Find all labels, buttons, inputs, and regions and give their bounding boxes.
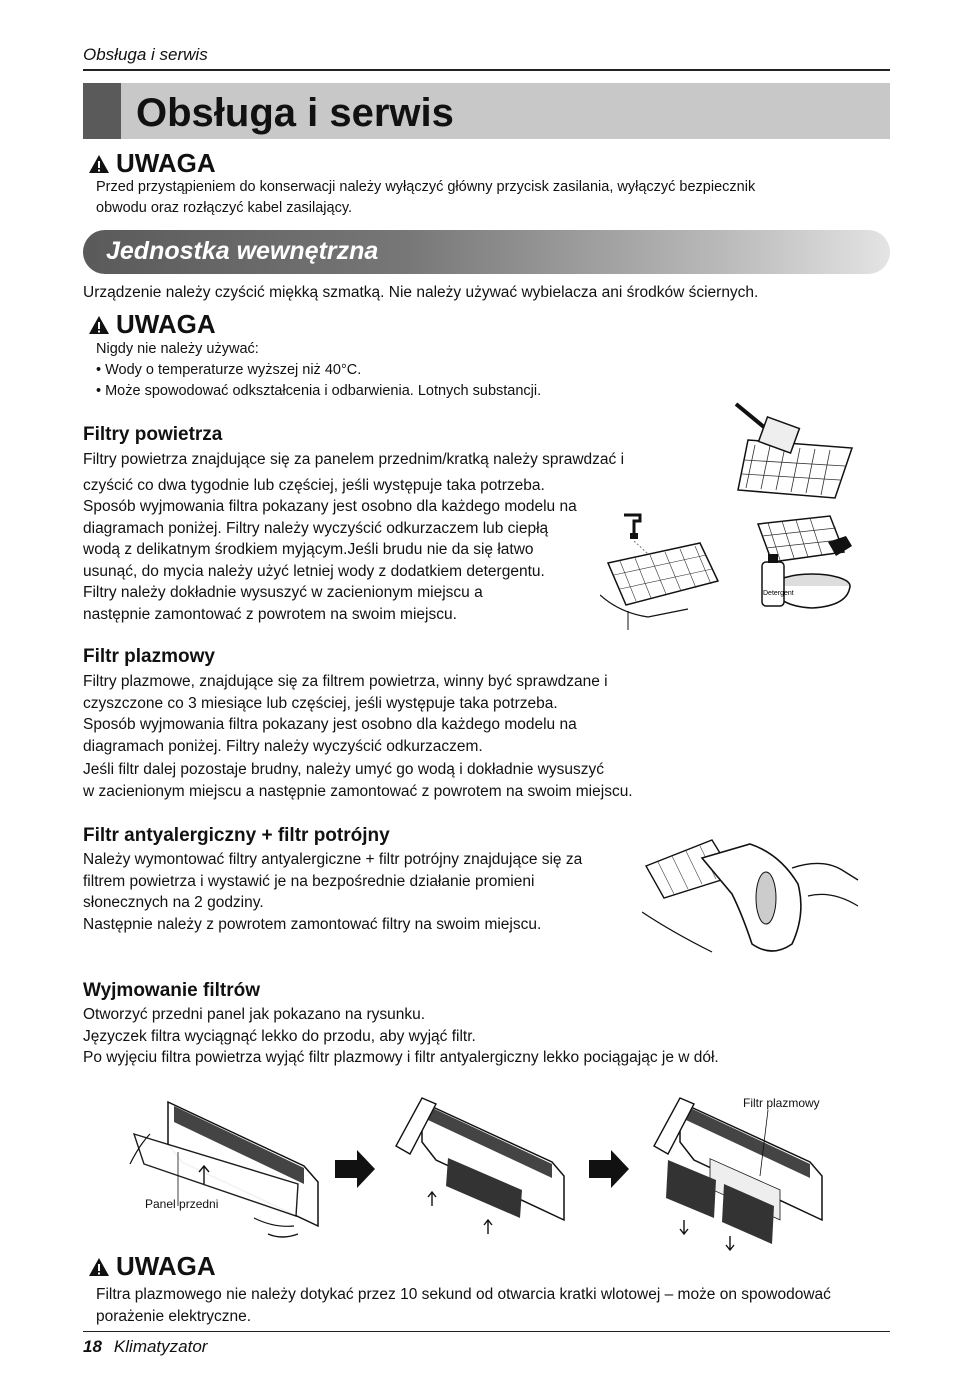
paragraph-line: Sposób wyjmowania filtra pokazany jest osobno dla każdego modelu na xyxy=(83,716,577,733)
header-rule xyxy=(83,69,890,71)
page-title: Obsługa i serwis xyxy=(136,91,454,135)
plasma-filter-text xyxy=(83,671,883,802)
paragraph-line: usunąć, do mycia należy użyć letniej wody z dodatkiem detergentu. xyxy=(83,562,545,580)
step1-open-panel-illustration xyxy=(128,1094,328,1244)
arrow-right-icon xyxy=(335,1148,377,1190)
caution-text-line: obwodu oraz rozłączyć kabel zasilający. xyxy=(96,200,353,216)
caution-label: UWAGA xyxy=(116,309,216,339)
paragraph-line: Filtry należy dokładnie wysuszyć w zacienionym miejscu a xyxy=(83,584,483,601)
intro-text: Urządzenie należy czyścić miękką szmatką. Nie należy używać wybielacza ani środków ściernych. xyxy=(83,284,759,301)
footer xyxy=(83,1337,207,1357)
allergy-filter-text xyxy=(83,849,643,935)
caution-label: UWAGA xyxy=(116,148,216,178)
paragraph-line: Po wyjęciu filtra powietrza wyjąć filtr plazmowy i filtr antyalergiczny lekko pociągając je w dół. xyxy=(83,1049,719,1066)
paragraph-line: diagramach poniżej. Filtry należy wyczyścić odkurzaczem lub ciepłą xyxy=(83,519,549,537)
paragraph-line: Filtry plazmowe, znajdujące się za filtrem powietrza, winny być sprawdzane i xyxy=(83,673,608,690)
caution-heading-2 xyxy=(88,309,216,340)
rinse-filter-illustration xyxy=(600,503,740,631)
paragraph-line: Sposób wyjmowania filtra pokazany jest osobno dla każdego modelu na xyxy=(83,498,577,515)
paragraph-line: słonecznych na 2 godziny. xyxy=(83,894,264,911)
paragraph-line: wodą z delikatnym środkiem myjącym.Jeśli brudu nie da się łatwo xyxy=(83,541,534,558)
caution-text-3 xyxy=(96,1284,831,1327)
paragraph-line: diagramach poniżej. Filtry należy wyczyścić odkurzaczem. xyxy=(83,737,483,755)
detergent-wash-illustration xyxy=(748,512,858,610)
page-number: 18 xyxy=(83,1337,102,1356)
caution-heading-1 xyxy=(88,148,216,179)
allergy-filter-heading: Filtr antyalergiczny + filtr potrójny xyxy=(83,825,390,846)
paragraph-line: czyszczone co 3 miesiące lub częściej, jeśli występuje taka potrzeba. xyxy=(83,694,558,712)
paragraph-line: Filtry powietrza znajdujące się za panelem przednim/kratką należy sprawdzać i xyxy=(83,451,625,468)
paragraph-line: Języczek filtra wyciągnąć lekko do przodu, aby wyjąć filtr. xyxy=(83,1027,476,1045)
warning-icon xyxy=(88,1257,110,1277)
plasma-filter-heading: Filtr plazmowy xyxy=(83,646,215,667)
step3-remove-plasma-filter-illustration xyxy=(650,1094,830,1254)
caution-text-line: Przed przystąpieniem do konserwacji należy wyłączyć główny przycisk zasilania, wyłączyć bezpiecznik xyxy=(96,179,756,195)
front-panel-label: Panel przedni xyxy=(145,1197,219,1211)
detergent-label: Detergent xyxy=(763,590,794,597)
footer-rule xyxy=(83,1331,890,1332)
vacuum-filter-illustration xyxy=(730,400,860,500)
section-title: Jednostka wewnętrzna xyxy=(106,237,379,265)
warning-icon xyxy=(88,154,110,174)
caution-text-line: Nigdy nie należy używać: xyxy=(96,341,259,357)
running-title: Obsługa i serwis xyxy=(83,45,208,64)
removal-heading: Wyjmowanie filtrów xyxy=(83,980,261,1001)
step2-pull-filter-illustration xyxy=(392,1094,572,1244)
air-filters-heading: Filtry powietrza xyxy=(83,424,223,445)
arrow-right-icon xyxy=(589,1148,631,1190)
caution-heading-3 xyxy=(88,1251,216,1282)
caution-label: UWAGA xyxy=(116,1251,216,1281)
caution-text-line: Filtra plazmowego nie należy dotykać przez 10 sekund od otwarcia kratki wlotowej – może on spowodować xyxy=(96,1286,831,1303)
caution-text-1 xyxy=(96,177,755,219)
caution-text-2 xyxy=(96,339,541,402)
paragraph-line: w zacienionym miejscu a następnie zamontować z powrotem na swoim miejscu. xyxy=(83,782,633,800)
paragraph-line: filtrem powietrza i wystawić je na bezpośrednie działanie promieni xyxy=(83,872,535,890)
plasma-filter-label: Filtr plazmowy xyxy=(743,1096,820,1110)
removal-text xyxy=(83,1004,883,1069)
caution-bullet: • Może spowodować odkształcenia i odbarwienia. Lotnych substancji. xyxy=(96,383,542,399)
paragraph-line: Jeśli filtr dalej pozostaje brudny, należy umyć go wodą i dokładnie wysuszyć xyxy=(83,761,604,778)
caution-bullet: • Wody o temperaturze wyższej niż 40°C. xyxy=(96,362,362,378)
paragraph-line: Należy wymontować filtry antyalergiczne + filtr potrójny znajdujące się za xyxy=(83,851,583,868)
caution-text-line: porażenie elektryczne. xyxy=(96,1307,252,1325)
paragraph-line: następnie zamontować z powrotem na swoim miejscu. xyxy=(83,605,457,623)
handheld-vacuum-illustration xyxy=(642,828,860,958)
paragraph-line: Otworzyć przedni panel jak pokazano na rysunku. xyxy=(83,1006,426,1023)
warning-icon xyxy=(88,315,110,335)
paragraph-line: czyścić co dwa tygodnie lub częściej, jeśli występuje taka potrzeba. xyxy=(83,476,545,494)
footer-product: Klimatyzator xyxy=(113,1337,208,1356)
paragraph-line: Następnie należy z powrotem zamontować filtry na swoim miejscu. xyxy=(83,915,542,933)
title-tab xyxy=(83,83,121,139)
